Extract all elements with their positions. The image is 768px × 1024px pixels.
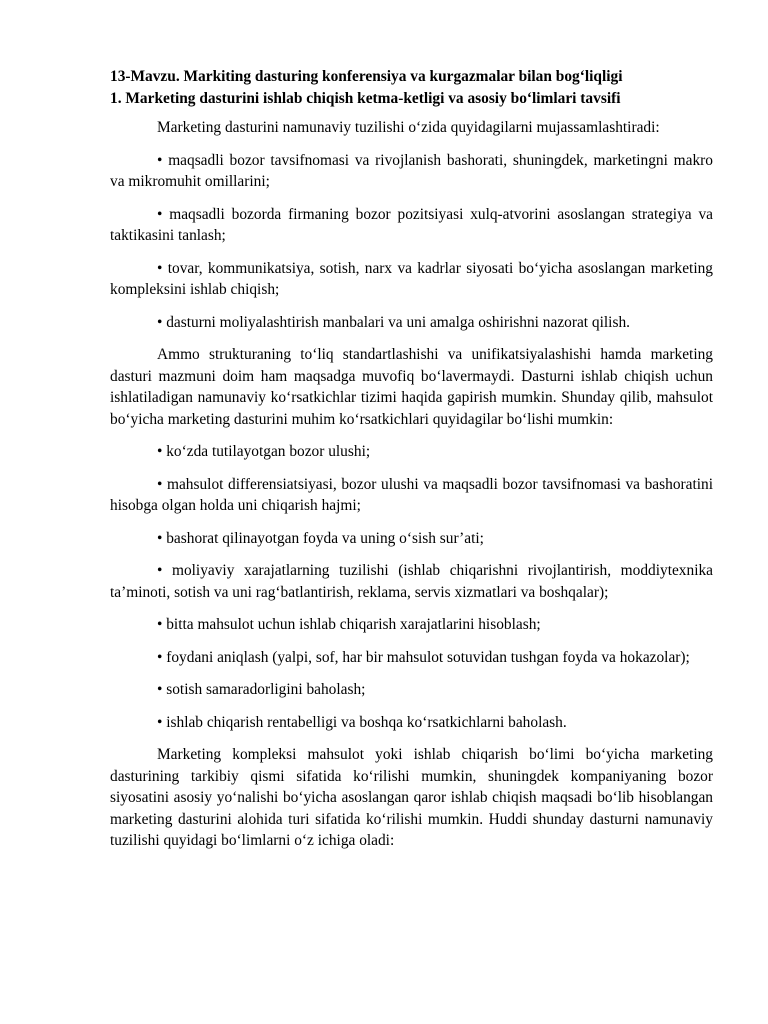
list-item: • tovar, kommunikatsiya, sotish, narx va kadrlar siyosati bo‘yicha asoslangan marketing kompleksini ishlab chiqish;	[110, 259, 713, 298]
list-item: • maqsadli bozor tavsifnomasi va rivojlanish bashorati, shuningdek, marketingni makro va mikromuhit omillarini;	[110, 151, 713, 190]
document-page	[110, 66, 713, 852]
document-title: 13-Mavzu. Markiting dasturing konferensiya va kurgazmalar bilan bog‘liqligi	[110, 68, 623, 85]
list-item: • mahsulot differensiatsiyasi, bozor ulushi va maqsadli bozor tavsifnomasi va bashoratini hisobga olgan holda uni chiqarish hajmi;	[110, 475, 713, 514]
body-paragraph: Marketing kompleksi mahsulot yoki ishlab chiqarish bo‘limi bo‘yicha marketing dasturining tarkibiy qismi sifatida ko‘rilishi mumkin, shuningdek kompaniyaning bozor siyosatini asosiy yo‘nalishi bo‘yicha asoslangan qaror ishlab chiqish maqsadi bo‘lib hisoblangan marketing dasturini alohida turi sifatida ko‘rilishi mumkin. Huddi shunday dasturni namunaviy tuzilishi quyidagi bo‘limlarni o‘z ichiga oladi:	[110, 746, 713, 849]
list-item: • ko‘zda tutilayotgan bozor ulushi;	[157, 443, 371, 460]
list-item: • sotish samaradorligini baholash;	[157, 681, 366, 698]
list-item: • moliyaviy xarajatlarning tuzilishi (ishlab chiqarishni rivojlantirish, moddiytexnika ta’minoti, sotish va uni rag‘batlantirish, reklama, servis xizmatlari va boshqalar);	[110, 562, 713, 601]
list-item: • dasturni moliyalashtirish manbalari va uni amalga oshirishni nazorat qilish.	[157, 313, 630, 331]
intro-paragraph: Marketing dasturini namunaviy tuzilishi o‘zida quyidagilarni mujassamlashtiradi:	[157, 119, 660, 136]
list-item: • ishlab chiqarish rentabelligi va boshqa ko‘rsatkichlarni baholash.	[157, 713, 567, 731]
section-heading: 1. Marketing dasturini ishlab chiqish ketma-ketligi va asosiy bo‘limlari tavsifi	[110, 89, 621, 107]
body-paragraph: Ammo strukturaning to‘liq standartlashishi va unifikatsiyalashishi hamda marketing dasturi mazmuni doim ham maqsadga muvofiq bo‘lavermaydi. Dasturni ishlab chiqish uchun ishlatiladigan namunaviy ko‘rsatkichlar tizimi haqida gapirish mumkin. Shunday qilib, mahsulot bo‘yicha marketing dasturini muhim ko‘rsatkichlari quyidagilar bo‘lishi mumkin:	[110, 346, 713, 428]
list-item: • bitta mahsulot uchun ishlab chiqarish xarajatlarini hisoblash;	[157, 616, 541, 633]
list-item: • foydani aniqlash (yalpi, sof, har bir mahsulot sotuvidan tushgan foyda va hokazolar);	[157, 648, 690, 666]
list-item: • bashorat qilinayotgan foyda va uning o‘sish sur’ati;	[157, 529, 484, 547]
list-item: • maqsadli bozorda firmaning bozor pozitsiyasi xulq-atvorini asoslangan strategiya va taktikasini tanlash;	[110, 205, 713, 244]
